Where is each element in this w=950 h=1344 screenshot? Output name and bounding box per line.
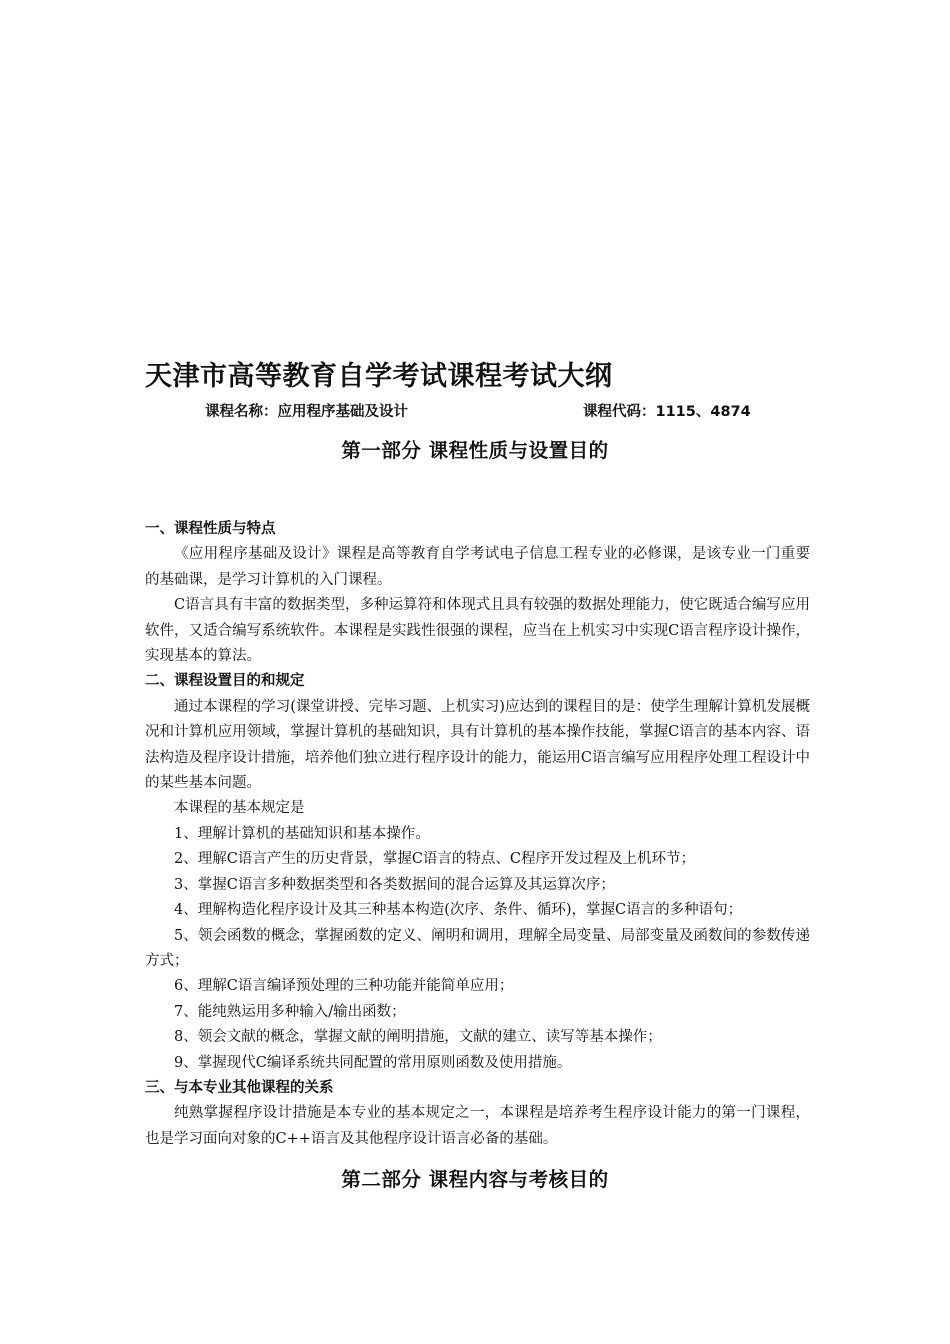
list-item: 8、领会文献的概念，掌握文献的阐明措施，文献的建立、读写等基本操作； — [174, 1029, 662, 1046]
paragraph: 纯熟掌握程序设计措施是本专业的基本规定之一，本课程是培养考生程序设计能力的第一门课程，也是学习面向对象的C++语言及其他程序设计语言必备的基础。 — [145, 1105, 810, 1147]
document-title: 天津市高等教育自学考试课程考试大纲 — [145, 361, 613, 392]
part2-title: 第二部分 课程内容与考核目的 — [341, 1168, 609, 1191]
section-heading: 三、与本专业其他课程的关系 — [145, 1079, 334, 1096]
list-item: 7、能纯熟运用多种输入/输出函数； — [174, 1003, 406, 1020]
list-item: 2、理解C语言产生的历史背景，掌握C语言的特点、C程序开发过程及上机环节； — [174, 851, 696, 868]
course-code: 课程代码：1115、4874 — [583, 404, 751, 420]
list-item: 5、领会函数的概念，掌握函数的定义、阐明和调用，理解全局变量、局部变量及函数间的参数传递方式； — [145, 927, 810, 969]
list-item: 6、理解C语言编译预处理的三种功能并能简单应用； — [174, 978, 514, 995]
list-item: 3、掌握C语言多种数据类型和各类数据间的混合运算及其运算次序； — [174, 876, 615, 893]
paragraph: 《应用程序基础及设计》课程是高等教育自学考试电子信息工程专业的必修课，是该专业一门重要的基础课，是学习计算机的入门课程。 — [145, 546, 810, 588]
section-heading: 一、课程性质与特点 — [145, 521, 276, 537]
paragraph: 本课程的基本规定是 — [174, 800, 305, 817]
section-relations — [145, 1076, 810, 1152]
course-name: 课程名称：应用程序基础及设计 — [205, 404, 408, 420]
paragraph: C语言具有丰富的数据类型，多种运算符和体现式且具有较强的数据处理能力，使它既适合编写应用软件，又适合编写系统软件。本课程是实践性很强的课程，应当在上机实习中实现C语言程序设计操作，实现基本的算法。 — [145, 597, 810, 665]
document-body — [145, 517, 810, 1152]
section-nature — [145, 517, 810, 669]
section-goals — [145, 669, 810, 1076]
list-item: 9、掌握现代C编译系统共同配置的常用原则函数及使用措施。 — [174, 1054, 572, 1071]
section-heading: 二、课程设置目的和规定 — [145, 673, 305, 690]
paragraph: 通过本课程的学习(课堂讲授、完毕习题、上机实习)应达到的课程目的是：使学生理解计算机发展概况和计算机应用领域，掌握计算机的基础知识，具有计算机的基本操作技能，掌握C语言的基本内容、语法构造及程序设计措施，培养他们独立进行程序设计的能力，能运用C语言编写应用程序处理工程设计中的某些基本问题。 — [145, 698, 810, 792]
part1-title: 第一部分 课程性质与设置目的 — [341, 439, 609, 462]
list-item: 1、理解计算机的基础知识和基本操作。 — [174, 825, 430, 842]
list-item: 4、理解构造化程序设计及其三种基本构造(次序、条件、循环)，掌握C语言的多种语句； — [174, 902, 743, 919]
